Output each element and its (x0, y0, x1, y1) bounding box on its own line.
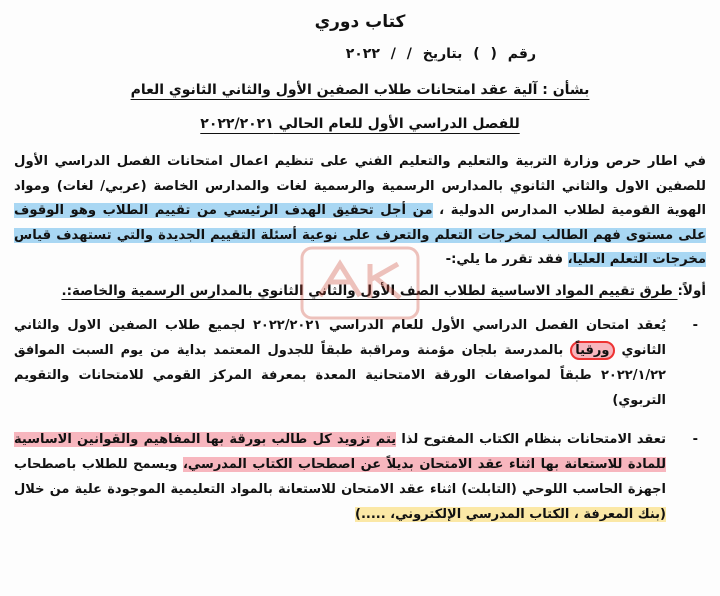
bullet-item-paper-exam (14, 313, 706, 413)
bullet-item-open-book (14, 427, 706, 527)
intro-text: في اطار حرص وزارة التربية والتعليم والتعليم الفني على تنظيم اعمال امتحانات الفصل الدراسي الأول للصفين الاول والثاني الثانوي بالمدارس الرسمية والرسمية لغات والمدارس الخاصة (عربي/ لغات) ومواد الهوية القومية لطلاب المدارس الدولية ، (14, 154, 707, 218)
intro-decision-text: فقد تقرر ما يلي:- (445, 252, 563, 267)
bullet-text: يُعقد امتحان الفصل الدراسي الأول للعام الدراسي ٢٠٢٢/٢٠٢١ لجميع طلاب الصفين الاول والثاني الثانوي (14, 317, 666, 358)
bullet-text-continued: ويسمح للطلاب باصطحاب اجهزة الحاسب اللوحي (التابلت) اثناء عقد الامتحان للاستعانة بالمواد التعليمية الموجودة علية من خلال (14, 456, 666, 497)
section-one-title: طرق تقييم المواد الاساسية لطلاب الصف الأول والثاني الثانوي بالمدارس الرسمية والخاصة:. (61, 282, 678, 299)
document-title: كتاب دوري (314, 12, 406, 32)
reference-number-line: رقم ( ) بتاريخ / / ٢٠٢٢ (345, 46, 536, 62)
bullet-text-rest: بالمدرسة بلجان مؤمنة ومراقبة طبقاً للجدول المعتمد بداية من يوم السبت الموافق ٢٠٢٢/١/٢٢ طبقاً لمواصفات الورقة الامتحانية المعدة بمعرفة المركز القومي للامتحانات والتقويم التربوي) (14, 342, 666, 408)
subject-term-line: للفصل الدراسي الأول للعام الحالي ٢٠٢٢/٢٠٢١ (200, 116, 520, 132)
yellow-highlighted-text: (بنك المعرفة ، الكتاب المدرسي الإلكتروني، .....) (355, 506, 666, 522)
bullet-text: تعقد الامتحانات بنظام الكتاب المفتوح لذا (396, 431, 666, 447)
section-one-heading (14, 283, 706, 299)
section-one-number: أولاً: (677, 282, 706, 299)
bullet-dash: - (692, 317, 698, 333)
intro-paragraph (14, 150, 706, 273)
red-highlighted-text: يتم تزويد كل طالب بورقة بها المفاهيم والقوانين الاساسية للمادة للاستعانة بها اثناء عقد الامتحان بديلاً عن اصطحاب الكتاب المدرسي، (14, 431, 666, 472)
circled-word: ورقياً (570, 341, 614, 360)
subject-line: بشأن : آلية عقد امتحانات طلاب الصفين الأول والثاني الثانوي العام (130, 82, 590, 98)
bullet-dash: - (692, 431, 698, 447)
intro-highlighted-text: من أجل تحقيق الهدف الرئيسي من تقييم الطلاب وهو الوقوف على مستوى فهم الطالب لمخرجات التعلم والتعرف على نوعية أسئلة التقييم الجديدة والتي تستهدف قياس مخرجات التعلم العليا، (14, 203, 706, 267)
